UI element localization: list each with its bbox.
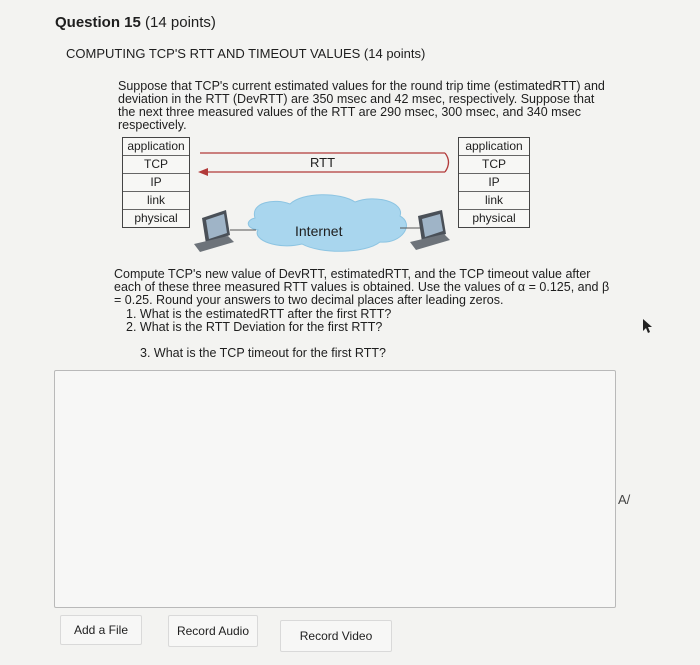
stack-layer: link <box>459 192 529 210</box>
record-video-button[interactable]: Record Video <box>280 620 392 652</box>
record-audio-button[interactable]: Record Audio <box>168 615 258 647</box>
stack-layer: TCP <box>459 156 529 174</box>
stack-layer: link <box>123 192 189 210</box>
question-subtitle: COMPUTING TCP'S RTT AND TIMEOUT VALUES (14 points) <box>66 46 426 61</box>
stack-layer: application <box>123 138 189 156</box>
right-protocol-stack <box>458 137 530 228</box>
question-item-1: 1. What is the estimatedRTT after the first RTT? <box>126 307 392 321</box>
stack-layer: physical <box>134 211 178 225</box>
internet-label: Internet <box>295 223 343 239</box>
compute-instructions: Compute TCP's new value of DevRTT, estimatedRTT, and the TCP timeout value after each of these three measured RTT values is obtained. Use the values of α = 0.125, and β = 0.25. Round your answers to two decimal places after leading zeros. <box>114 267 610 307</box>
spellcheck-icon[interactable]: A/ <box>618 492 631 507</box>
question-points: (14 points) <box>145 14 216 31</box>
stack-layer: physical <box>472 211 516 225</box>
add-file-button[interactable]: Add a File <box>60 615 142 645</box>
stack-layer: application <box>459 138 529 156</box>
left-protocol-stack <box>122 137 190 228</box>
answer-textarea[interactable] <box>54 370 616 608</box>
stack-layer: IP <box>459 174 529 192</box>
question-number: Question 15 <box>55 14 141 31</box>
stack-layer: TCP <box>123 156 189 174</box>
question-item-2: 2. What is the RTT Deviation for the first RTT? <box>126 320 383 334</box>
right-computer-icon <box>400 210 450 250</box>
rtt-label: RTT <box>310 155 336 170</box>
cursor-icon <box>643 319 655 333</box>
question-title <box>55 14 216 31</box>
intro-text: Suppose that TCP's current estimated values for the round trip time (estimatedRTT) and deviation in the RTT (DevRTT) are 350 msec and 42 msec, respectively. Suppose that the next three measured values of the RTT are 290 msec, 300 msec, and 340 msec respectively. <box>118 79 605 132</box>
left-computer-icon <box>194 210 256 252</box>
question-item-3: 3. What is the TCP timeout for the first RTT? <box>140 346 386 360</box>
stack-layer: IP <box>123 174 189 192</box>
